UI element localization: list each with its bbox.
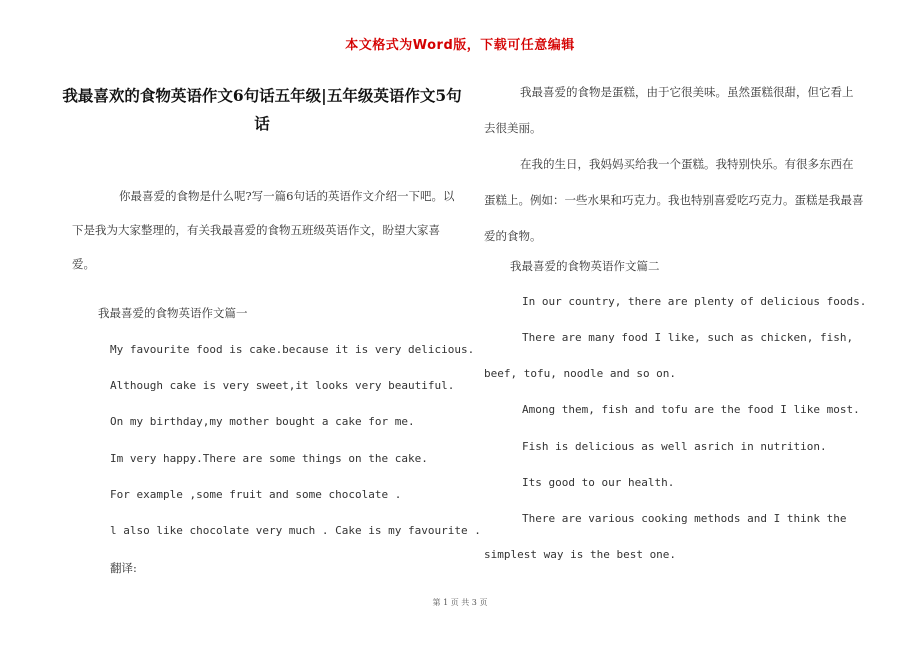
translation-label: 翻译: (110, 561, 137, 575)
essay2-line: Its good to our health. (522, 476, 675, 489)
essay1-line: For example ,some fruit and some chocolate . (110, 488, 402, 501)
essay1-line: Although cake is very sweet,it looks very beautiful. (110, 379, 455, 392)
essay2-line: Fish is delicious as well asrich in nutrition. (522, 440, 827, 453)
essay2-heading: 我最喜爱的食物英语作文篇二 (510, 259, 660, 273)
essay2-line: simplest way is the best one. (484, 548, 677, 561)
essay1-line: My favourite food is cake.because it is very delicious. (110, 343, 475, 356)
essay1-line: On my birthday,my mother bought a cake for me. (110, 415, 415, 428)
essay1-line: Im very happy.There are some things on the cake. (110, 452, 428, 465)
essay2-line: beef, tofu, noodle and so on. (484, 367, 677, 380)
left-column (62, 82, 462, 281)
essay1-line: l also like chocolate very much . Cake is my favourite . (110, 524, 481, 537)
essay2-line: Among them, fish and tofu are the food I like most. (522, 403, 860, 416)
essay1-heading: 我最喜爱的食物英语作文篇一 (98, 306, 248, 320)
intro-paragraph: 你最喜爱的食物是什么呢?写一篇6句话的英语作文介绍一下吧。以下是我为大家整理的，有关我最喜爱的食物五班级英语作文，盼望大家喜爱。 (72, 189, 455, 271)
essay2-line: There are many food I like, such as chicken, fish, (522, 331, 854, 344)
word-format-banner: 本文格式为Word版，下载可任意编辑 (345, 38, 575, 53)
translation-paragraph-2: 在我的生日，我妈妈买给我一个蛋糕。我特别快乐。有很多东西在蛋糕上。例如：一些水果和巧克力。我也特别喜爱吃巧克力。蛋糕是我最喜爱的食物。 (484, 157, 864, 243)
essay2-line: In our country, there are plenty of delicious foods. (522, 295, 867, 308)
right-column (484, 74, 864, 254)
translation-paragraph-1: 我最喜爱的食物是蛋糕，由于它很美味。虽然蛋糕很甜，但它看上去很美丽。 (484, 85, 854, 135)
page-number-footer: 第 1 页 共 3 页 (432, 598, 488, 607)
document-title: 我最喜欢的食物英语作文6句话五年级|五年级英语作文5句话 (62, 86, 462, 133)
essay2-line: There are various cooking methods and I think the (522, 512, 847, 525)
